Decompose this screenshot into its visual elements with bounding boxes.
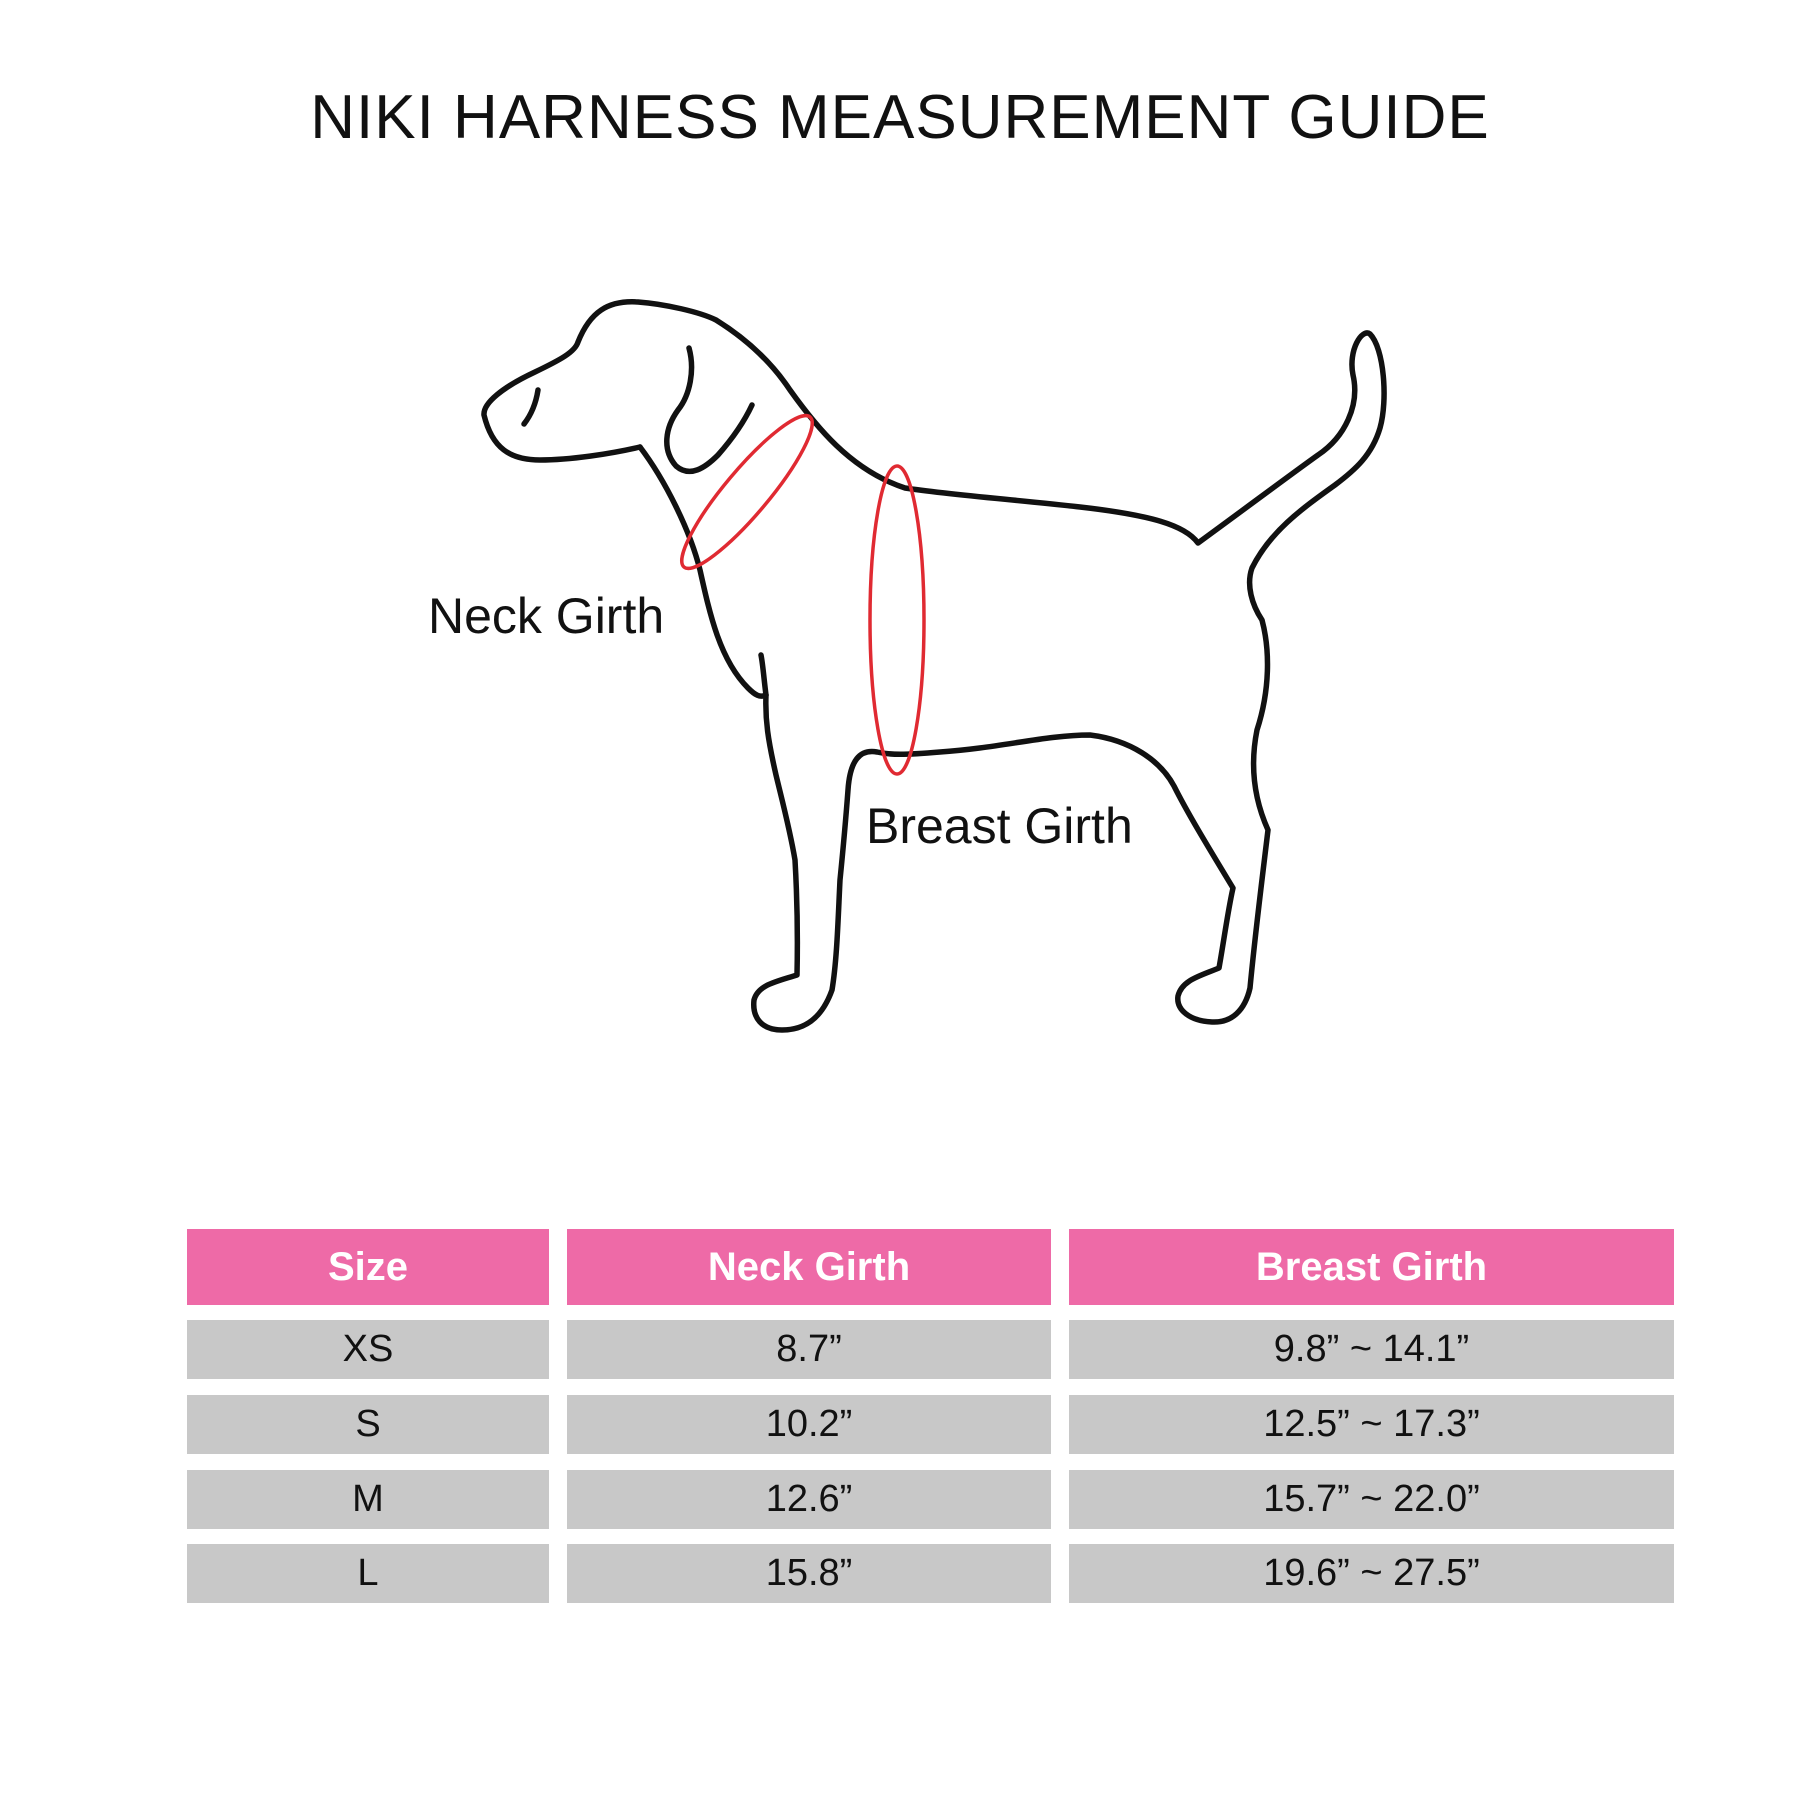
cell-neck-girth: 8.7” — [567, 1320, 1051, 1379]
neck-girth-label: Neck Girth — [428, 588, 665, 644]
page-title: NIKI HARNESS MEASUREMENT GUIDE — [310, 83, 1490, 152]
cell-breast-girth: 12.5” ~ 17.3” — [1069, 1395, 1674, 1454]
breast-girth-label: Breast Girth — [866, 798, 1133, 854]
cell-breast-girth: 19.6” ~ 27.5” — [1069, 1544, 1674, 1603]
dog-chest-outline — [640, 447, 766, 696]
breast-girth-ring — [870, 466, 924, 774]
header-size: Size — [187, 1229, 549, 1305]
cell-size: M — [187, 1470, 549, 1529]
cell-size: L — [187, 1544, 549, 1603]
dog-nose — [524, 390, 538, 424]
cell-breast-girth: 9.8” ~ 14.1” — [1069, 1320, 1674, 1379]
neck-girth-ring — [667, 403, 827, 581]
dog-body-outline — [484, 302, 1384, 1030]
cell-neck-girth: 10.2” — [567, 1395, 1051, 1454]
dog-ear — [667, 348, 752, 471]
cell-breast-girth: 15.7” ~ 22.0” — [1069, 1470, 1674, 1529]
cell-neck-girth: 12.6” — [567, 1470, 1051, 1529]
cell-size: S — [187, 1395, 549, 1454]
cell-neck-girth: 15.8” — [567, 1544, 1051, 1603]
header-neck-girth: Neck Girth — [567, 1229, 1051, 1305]
cell-size: XS — [187, 1320, 549, 1379]
header-breast-girth: Breast Girth — [1069, 1229, 1674, 1305]
